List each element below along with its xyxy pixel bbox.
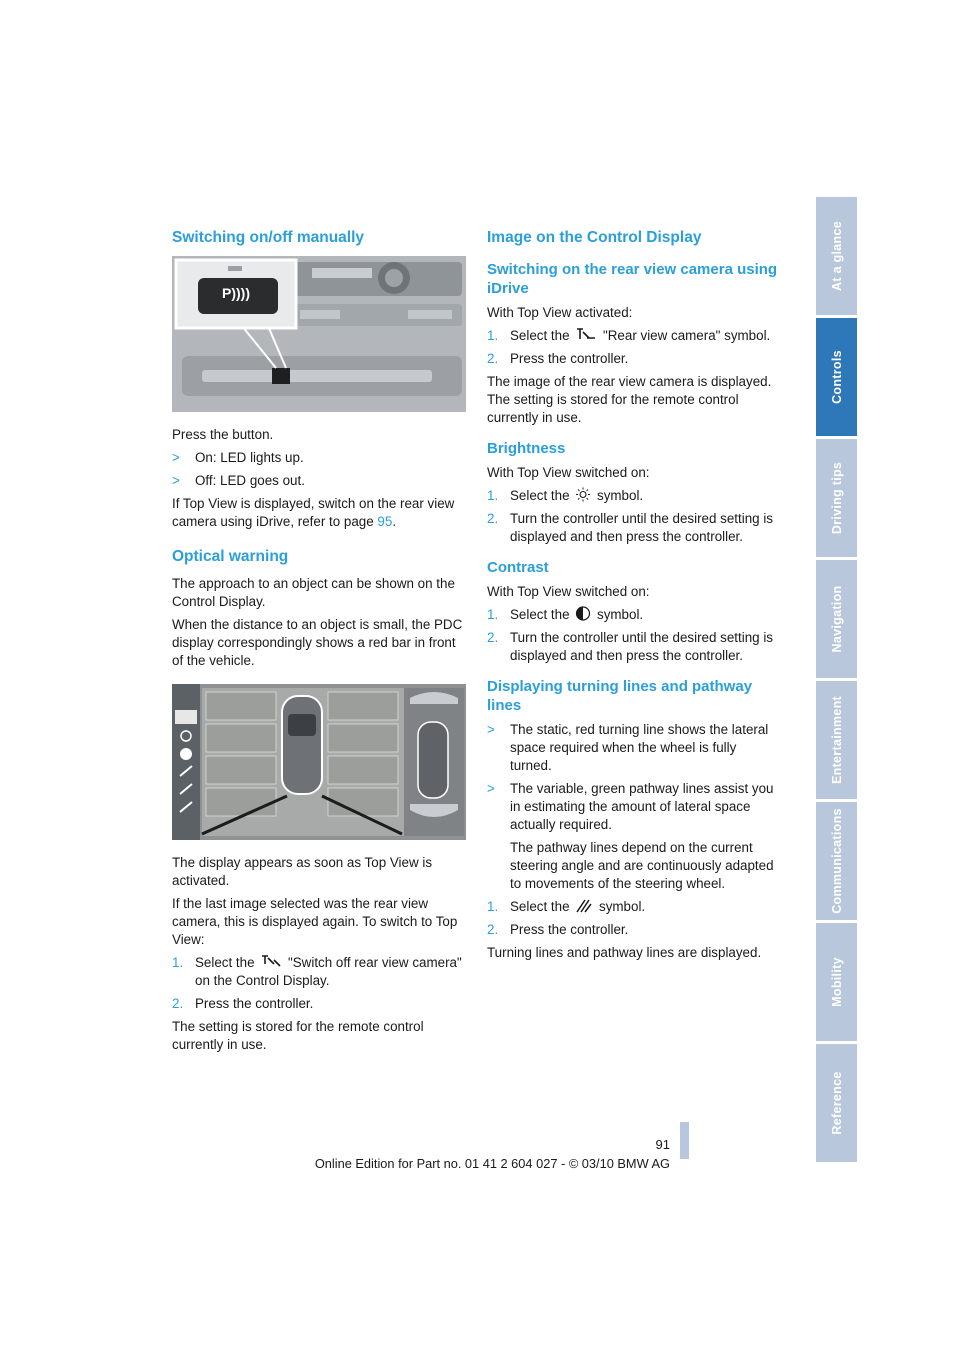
footer-text: Online Edition for Part no. 01 41 2 604 027 - © 03/10 BMW AG bbox=[314, 1156, 670, 1171]
heading-image-control-display: Image on the Control Display bbox=[487, 229, 702, 246]
bullet: > bbox=[172, 473, 180, 488]
list-item bbox=[487, 350, 781, 368]
text-last-image: If the last image selected was the rear view camera, this is displayed again. To switch to Top View: bbox=[172, 896, 458, 947]
tab-driving-tips[interactable] bbox=[816, 439, 857, 557]
tab-label: Communications bbox=[829, 808, 844, 914]
text: Press the controller. bbox=[510, 922, 629, 937]
rear-view-camera-icon bbox=[575, 327, 597, 342]
page-number: 91 bbox=[655, 1137, 670, 1152]
heading-switching-rear-camera: Switching on the rear view camera using iDrive bbox=[487, 261, 778, 297]
list-item bbox=[487, 487, 781, 505]
text-pathway-detail: The pathway lines depend on the current steering angle and are continuously adapted to movements of the steering wheel. bbox=[510, 840, 774, 891]
tab-at-a-glance[interactable] bbox=[816, 197, 857, 315]
text: Turn the controller until the desired setting is displayed and then press the controller. bbox=[510, 511, 773, 544]
contrast-icon bbox=[575, 606, 591, 621]
text-with-top-activated: With Top View activated: bbox=[487, 305, 633, 320]
list-item bbox=[172, 449, 466, 467]
list-item bbox=[487, 606, 781, 624]
text: Select the bbox=[510, 899, 574, 914]
step-number: 1. bbox=[172, 955, 184, 970]
tab-communications[interactable] bbox=[816, 802, 857, 920]
text: The variable, green pathway lines assist you in estimating the amount of lateral space actually required. bbox=[510, 781, 774, 832]
switch-off-rear-view-camera-icon bbox=[260, 954, 282, 969]
bullet: > bbox=[172, 450, 180, 465]
text: Select the bbox=[510, 488, 574, 503]
figure-pdc-button bbox=[172, 256, 466, 412]
tab-label: Controls bbox=[829, 350, 844, 404]
step-number: 1. bbox=[487, 899, 499, 914]
left-column bbox=[172, 228, 466, 1059]
tab-entertainment[interactable] bbox=[816, 681, 857, 799]
step-number: 2. bbox=[487, 351, 499, 366]
text: Select the bbox=[510, 607, 574, 622]
text: The static, red turning line shows the lateral space required when the wheel is fully turned. bbox=[510, 722, 769, 773]
heading-brightness: Brightness bbox=[487, 440, 566, 457]
brightness-icon bbox=[575, 487, 591, 502]
text: Turn the controller until the desired setting is displayed and then press the controller. bbox=[510, 630, 773, 663]
step-number: 1. bbox=[487, 488, 499, 503]
list-item bbox=[487, 921, 781, 939]
text: "Switch off rear view camera" on the Control Display. bbox=[195, 955, 462, 988]
heading-optical-warning: Optical warning bbox=[172, 548, 289, 565]
text: Press the controller. bbox=[195, 996, 314, 1011]
text-approach: The approach to an object can be shown on the Control Display. bbox=[172, 576, 455, 609]
center-console-illustration bbox=[172, 256, 466, 412]
list-item bbox=[487, 629, 781, 665]
list-item bbox=[172, 995, 466, 1013]
heading-contrast: Contrast bbox=[487, 559, 549, 576]
pdc-button-label: P)))) bbox=[222, 285, 250, 301]
text-press-button: Press the button. bbox=[172, 427, 274, 442]
step-number: 2. bbox=[487, 922, 499, 937]
text-with-top-on: With Top View switched on: bbox=[487, 584, 650, 599]
text: symbol. bbox=[593, 488, 644, 503]
heading-turning-lines: Displaying turning lines and pathway lines bbox=[487, 678, 753, 714]
tab-label: Navigation bbox=[829, 585, 844, 653]
tab-label: Driving tips bbox=[829, 461, 844, 535]
step-number: 2. bbox=[487, 511, 499, 526]
step-number: 2. bbox=[172, 996, 184, 1011]
list-item bbox=[487, 327, 781, 345]
step-number: 1. bbox=[487, 328, 499, 343]
tab-reference[interactable] bbox=[816, 1044, 857, 1162]
list-item bbox=[487, 898, 781, 916]
text-on: On: LED lights up. bbox=[195, 450, 304, 465]
text-distance: When the distance to an object is small, the PDC display correspondingly shows a red bar in front of the vehicle. bbox=[172, 617, 463, 668]
tab-navigation[interactable] bbox=[816, 560, 857, 678]
chapter-sidebar bbox=[816, 197, 857, 1165]
text: Select the bbox=[510, 328, 574, 343]
step-number: 1. bbox=[487, 607, 499, 622]
tab-label: Entertainment bbox=[829, 696, 844, 784]
text-off: Off: LED goes out. bbox=[195, 473, 305, 488]
tab-label: Mobility bbox=[829, 957, 844, 1007]
text-display-appears: The display appears as soon as Top View is activated. bbox=[172, 855, 433, 888]
tab-label: Reference bbox=[829, 1071, 844, 1135]
list-item bbox=[487, 510, 781, 546]
right-column bbox=[487, 228, 781, 967]
tab-controls[interactable] bbox=[816, 318, 857, 436]
text-with-top-on: With Top View switched on: bbox=[487, 465, 650, 480]
list-item bbox=[487, 780, 781, 893]
page-marker-bar bbox=[680, 1122, 689, 1159]
bullet: > bbox=[487, 781, 495, 796]
turning-lines-icon bbox=[575, 898, 593, 913]
text-image-displayed: The image of the rear view camera is displayed. The setting is stored for the remote control currently in use. bbox=[487, 374, 772, 425]
tab-label: At a glance bbox=[829, 221, 844, 291]
text: symbol. bbox=[593, 607, 644, 622]
text-setting-stored: The setting is stored for the remote control currently in use. bbox=[172, 1019, 424, 1052]
text-lines-displayed: Turning lines and pathway lines are displayed. bbox=[487, 945, 762, 960]
list-item bbox=[172, 472, 466, 490]
text: If Top View is displayed, switch on the rear view camera using iDrive, refer to page bbox=[172, 496, 455, 529]
text: "Rear view camera" symbol. bbox=[599, 328, 771, 343]
bullet: > bbox=[487, 722, 495, 737]
text: . bbox=[392, 514, 397, 529]
page-link[interactable]: 95 bbox=[377, 514, 393, 529]
heading-switching-manually: Switching on/off manually bbox=[172, 229, 365, 246]
text: Select the bbox=[195, 955, 259, 970]
text: Press the controller. bbox=[510, 351, 629, 366]
list-item bbox=[487, 721, 781, 775]
text-if-top-view bbox=[172, 495, 466, 531]
text: symbol. bbox=[595, 899, 646, 914]
figure-top-view-display bbox=[172, 684, 466, 840]
tab-mobility[interactable] bbox=[816, 923, 857, 1041]
step-number: 2. bbox=[487, 630, 499, 645]
top-view-display-illustration bbox=[172, 684, 466, 840]
list-item bbox=[172, 954, 466, 990]
